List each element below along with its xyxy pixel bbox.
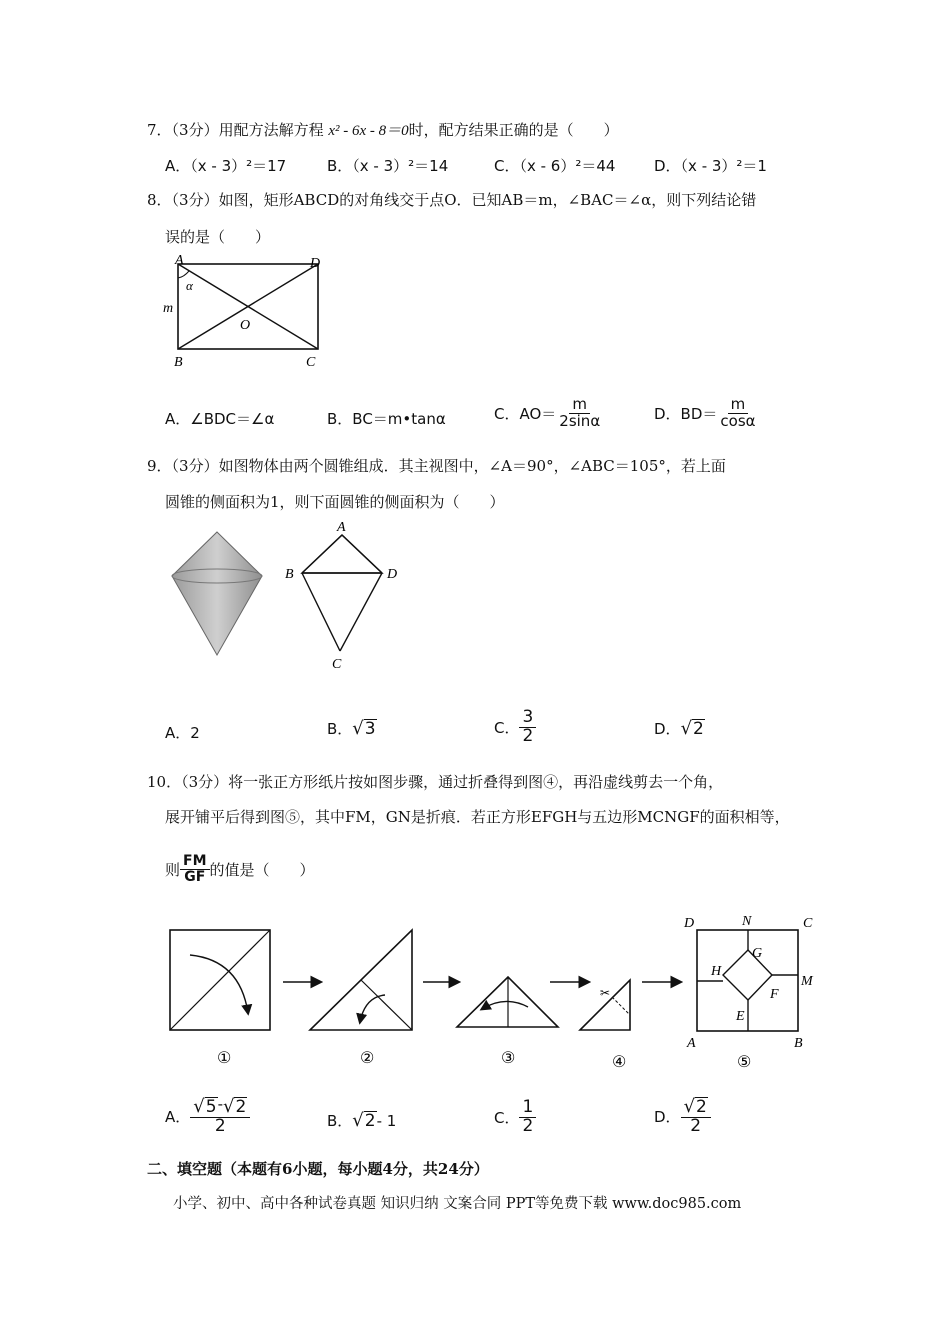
q9-label-a: A [337,520,346,535]
q10-stem-line3: 则 $\frac{FM}{GF}$ 的值是（ ） [165,853,315,885]
q9-label-b: B [285,567,294,582]
q10-option-d: D． √ 2 2 [654,1097,711,1136]
q7-option-c: C．（x - 6）²＝44 [494,157,616,175]
scissors-icon: ✂ [600,986,611,1000]
q10-label-a: A [687,1036,696,1051]
q8-option-c-fraction: $\frac{m}{2\sin\alpha}$ [559,395,601,430]
q9-option-b-sqrt: √ 3 [352,717,376,739]
q10-stem-line2: 展开铺平后得到图⑤，其中FM，GN是折痕．若正方形EFGH与五边形MCNGF的面积相等， [165,808,790,826]
q8-label-alpha: α [186,278,193,293]
q8-label-d: D [310,256,321,271]
q10-option-b-sqrt: √ 2 [352,1109,376,1131]
q7-option-a: A．（x - 3）²＝17 [165,157,287,175]
q9-stem-line2: 圆锥的侧面积为1，则下面圆锥的侧面积为（ ） [165,493,505,511]
q7-option-d: D．（x - 3）²＝1 [654,157,767,175]
q9-option-d-sqrt: √ 2 [680,717,704,739]
q9-label-c: C [332,657,342,672]
q10-step-5-label: ⑤ [737,1054,752,1071]
q10-label-g: G [752,946,763,961]
q9-option-c: C． $\frac{3}{2}$ [494,709,536,746]
q10-label-e: E [736,1009,745,1024]
q10-option-a-fraction: √ 5 - √ 2 2 [190,1097,250,1136]
q7-option-b: B．（x - 3）²＝14 [327,157,449,175]
q8-option-d: D．BD＝ $\frac{m}{\cos\alpha}$ [654,397,759,430]
q7-stem: 7．（3分）用配方法解方程 x² - 6x - 8＝0时，配方结果正确的是（ ） [147,121,619,139]
q10-label-m: M [801,974,813,989]
q9-stem-line1: 9．（3分）如图物体由两个圆锥组成．其主视图中，∠A＝90°，∠ABC＝105°，若上面 [147,457,726,475]
q10-label-b: B [794,1036,803,1051]
q10-step-2-label: ② [360,1050,375,1067]
q9-double-cone-image [165,525,270,660]
q8-option-d-fraction: $\frac{m}{\cos\alpha}$ [720,395,756,430]
q9-label-d: D [387,567,398,582]
q10-label-f: F [770,987,779,1002]
q9-option-a: A．2 [165,724,200,742]
q10-step-3-label: ③ [501,1050,516,1067]
section-2-heading: 二、填空题（本题有6小题，每小题4分，共24分） [147,1160,489,1178]
q8-label-c: C [306,355,316,370]
q9-option-b: B． √ 3 [327,717,376,739]
q10-option-b: B． √ 2 - 1 [327,1109,397,1131]
q10-option-d-fraction: √ 2 2 [681,1097,711,1136]
q9-option-d: D． √ 2 [654,717,704,739]
q9-front-view-figure [280,515,410,675]
q8-label-m: m [163,301,174,316]
q10-label-h: H [711,964,722,979]
q10-label-d: D [684,916,695,931]
q9-option-c-fraction: $\frac{3}{2}$ [519,709,536,746]
page-footer: 小学、初中、高中各种试卷真题 知识归纳 文案合同 PPT等免费下载 www.doc985.com [173,1196,742,1212]
q10-folding-steps-figure [160,905,830,1075]
q8-label-a: A [175,253,184,268]
q10-label-n: N [742,914,752,929]
q8-option-c: C．AO＝ $\frac{m}{2\sin\alpha}$ [494,397,603,430]
q10-option-c-fraction: $\frac{1}{2}$ [519,1099,536,1136]
q10-step-1-label: ① [217,1050,232,1067]
q10-stem-line1: 10．（3分）将一张正方形纸片按如图步骤，通过折叠得到图④，再沿虚线剪去一个角， [147,773,724,791]
q8-option-a: A．∠BDC＝∠α [165,410,275,428]
q10-label-c: C [803,916,813,931]
q10-option-a: A． √ 5 - √ 2 2 [165,1097,250,1136]
q8-stem-line2: 误的是（ ） [165,228,271,246]
q8-option-b: B．BC＝m•tanα [327,410,446,428]
q8-label-o: O [240,318,251,333]
q10-stem-fraction: $\frac{FM}{GF}$ [180,854,210,884]
q10-option-c: C． $\frac{1}{2}$ [494,1099,536,1136]
q8-rectangle-figure [160,250,340,375]
q8-stem-line1: 8．（3分）如图，矩形ABCD的对角线交于点O．已知AB＝m，∠BAC＝∠α，则下列结论错 [147,191,757,209]
q10-step-4-label: ④ [612,1054,627,1071]
q8-label-b: B [174,355,183,370]
